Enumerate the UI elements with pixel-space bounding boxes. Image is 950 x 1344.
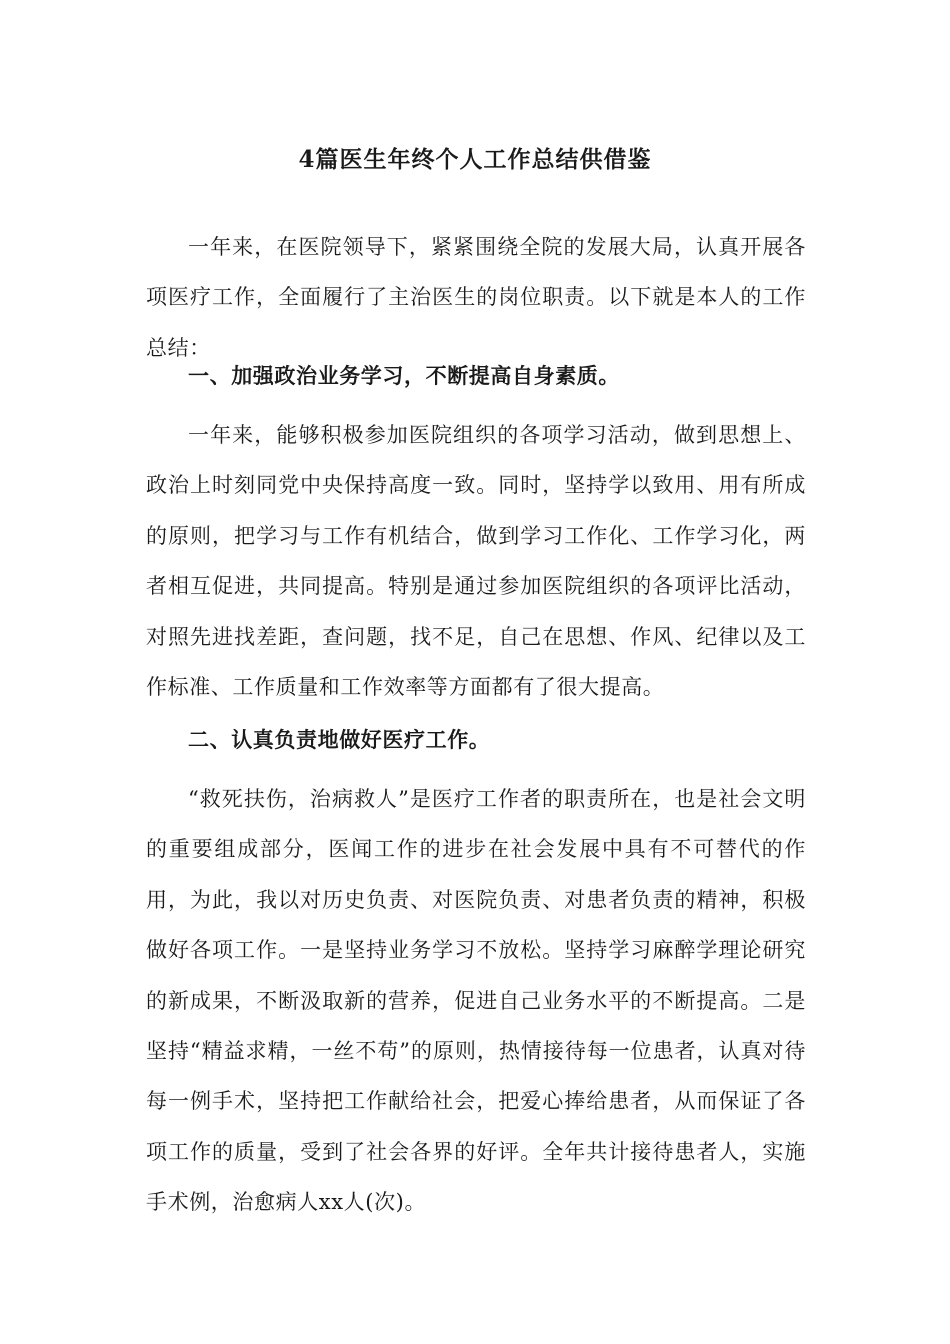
section-heading-2: 二、认真负责地做好医疗工作。 [188, 727, 491, 752]
section-body-2: “救死扶伤，治病救人”是医疗工作者的职责所在，也是社会文明的重要组成部分，医闻工作的进步在社会发展中具有不可替代的作用，为此，我以对历史负责、对医院负责、对患者负责的精神，积极做好各项工作。一是坚持业务学习不放松。坚持学习麻醉学理论研究的新成果，不断汲取新的营养，促进自己业务水平的不断提高。二是坚持“精益求精，一丝不苟”的原则，热情接待每一位患者，认真对待每一例手术，坚持把工作献给社会，把爱心捧给患者，从而保证了各项工作的质量，受到了社会各界的好评。全年共计接待患者人，实施手术例，治愈病人xx人(次)。 [146, 787, 806, 1215]
section-body-1: 一年来，能够积极参加医院组织的各项学习活动，做到思想上、政治上时刻同党中央保持高度一致。同时，坚持学以致用、用有所成的原则，把学习与工作有机结合，做到学习工作化、工作学习化，两者相互促进，共同提高。特别是通过参加医院组织的各项评比活动，对照先进找差距，查问题，找不足，自己在思想、作风、纪律以及工作标准、工作质量和工作效率等方面都有了很大提高。 [146, 423, 806, 700]
section-heading-1: 一、加强政治业务学习，不断提高自身素质。 [188, 363, 620, 388]
intro-paragraph: 一年来，在医院领导下，紧紧围绕全院的发展大局，认真开展各项医疗工作，全面履行了主治医生的岗位职责。以下就是本人的工作总结： [146, 235, 806, 360]
document-title: 4篇医生年终个人工作总结供借鉴 [298, 146, 652, 173]
